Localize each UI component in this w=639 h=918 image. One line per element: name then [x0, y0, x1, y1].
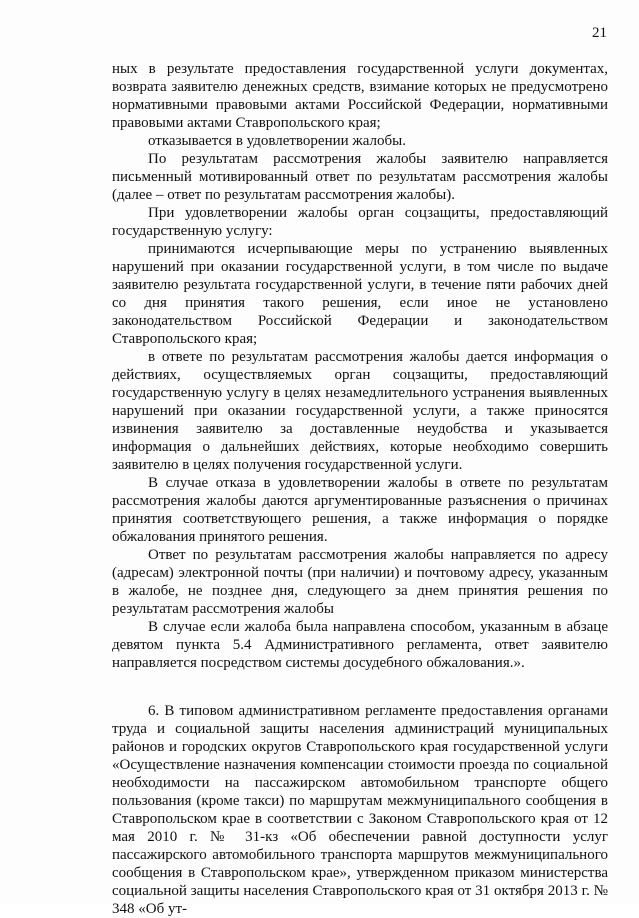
paragraph-pretrial-system: В случае если жалоба была направлена способом, указанным в абзаце девятом пункта 5.4 Административного регламента, ответ заявителю направляется посредством системы досудебного обжалования.». [112, 619, 608, 671]
paragraph-refusal-explanation: В случае отказа в удовлетворении жалобы в ответе по результатам рассмотрения жалобы даются аргументированные разъяснения о причинах принятия соответствующего решения, а также информация о порядке обжалования принятого решения. [112, 475, 608, 545]
paragraph-measures-taken: принимаются исчерпывающие меры по устранению выявленных нарушений при оказании государственной услуги, в том числе по выдаче заявителю результата государственной услуги, в течение пяти рабочих дней со дня принятия такого решения, если иное не установлено законодательством Российской Федерации и законодательством Ставропольского края; [112, 241, 608, 347]
paragraph-response-info: в ответе по результатам рассмотрения жалобы дается информация о действиях, осуществляемых орган соцзащиты, предоставляющий государственную услугу в целях незамедлительного устранения выявленных нарушений при оказании государственной услуги, а также приносятся извинения заявителю за доставленные неудобства и указывается информация о дальнейших действиях, которые необходимо совершить заявителю в целях получения государственной услуги. [112, 349, 608, 473]
paragraph-satisfaction-intro: При удовлетворении жалобы орган соцзащиты, предоставляющий государственную услугу: [112, 205, 608, 239]
section-spacer [112, 672, 608, 702]
paragraph-continuation: ных в результате предоставления государственной услуги документах, возврата заявителю денежных средств, взимание которых не предусмотрено нормативными правовыми актами Российской Федерации, нормативными правовыми актами Ставропольского края; [112, 61, 608, 131]
paragraph-section-6: 6. В типовом административном регламенте предоставления органами труда и социальной защиты населения администраций муниципальных районов и городских округов Ставропольского края государственной услуги «Осуществление назначения компенсации стоимости проезда по социальной необходимости на пассажирском автомобильном транспорте общего пользования (кроме такси) по маршрутам межмуниципального сообщения в Ставропольском крае в соответствии с Законом Ставропольского края от 12 мая 2010 г. № 31-кз «Об обеспечении равной доступности услуг пассажирского автомобильного транспорта маршрутов межмуниципального сообщения в Ставропольском крае», утвержденном приказом министерства социальной защиты населения Ставропольского края от 31 октября 2013 г. № 348 «Об ут- [112, 703, 608, 917]
paragraph-refusal: отказывается в удовлетворении жалобы. [148, 133, 406, 149]
paragraph-response-sent: По результатам рассмотрения жалобы заявителю направляется письменный мотивированный ответ по результатам рассмотрения жалобы (далее – ответ по результатам рассмотрения жалобы). [112, 151, 608, 203]
page-number: 21 [592, 25, 607, 41]
document-body [112, 60, 608, 918]
paragraph-response-address: Ответ по результатам рассмотрения жалобы направляется по адресу (адресам) электронной почты (при наличии) и почтовому адресу, указанным в жалобе, не позднее дня, следующего за днем принятия решения по результатам рассмотрения жалобы [112, 547, 608, 617]
